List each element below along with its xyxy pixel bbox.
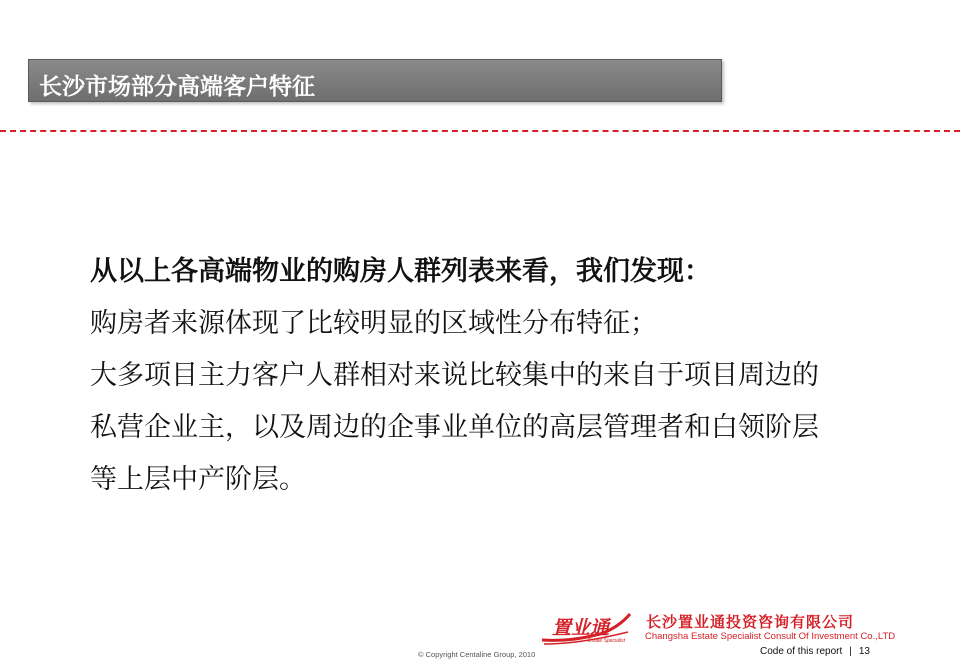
body-line: 私营企业主，以及周边的企事业单位的高层管理者和白领阶层 [90,412,819,443]
body-line: 购房者来源体现了比较明显的区域性分布特征； [90,308,657,339]
dashed-divider [0,130,960,132]
company-name-en: Changsha Estate Specialist Consult Of Investment Co.,LTD [645,631,896,642]
body-text [90,246,910,506]
company-name-cn: 长沙置业通投资咨询有限公司 [646,613,855,631]
body-line: 等上层中产阶层。 [90,464,306,495]
page-number: 13 [858,646,870,657]
copyright-notice: © Copyright Centaline Group, 2010 [418,650,536,659]
slide-title: 长沙市场部分高端客户特征 [39,74,315,100]
title-bar [28,59,722,102]
body-heading: 从以上各高端物业的购房人群列表来看，我们发现： [90,256,711,287]
report-code [760,646,870,657]
company-logo [540,606,632,646]
logo-text: 置业通 [552,617,610,639]
logo-subtext: Estate Specialist [588,638,625,644]
report-code-separator: | [849,646,852,657]
report-code-label: Code of this report [760,646,843,657]
body-line: 大多项目主力客户人群相对来说比较集中的来自于项目周边的 [90,360,819,391]
